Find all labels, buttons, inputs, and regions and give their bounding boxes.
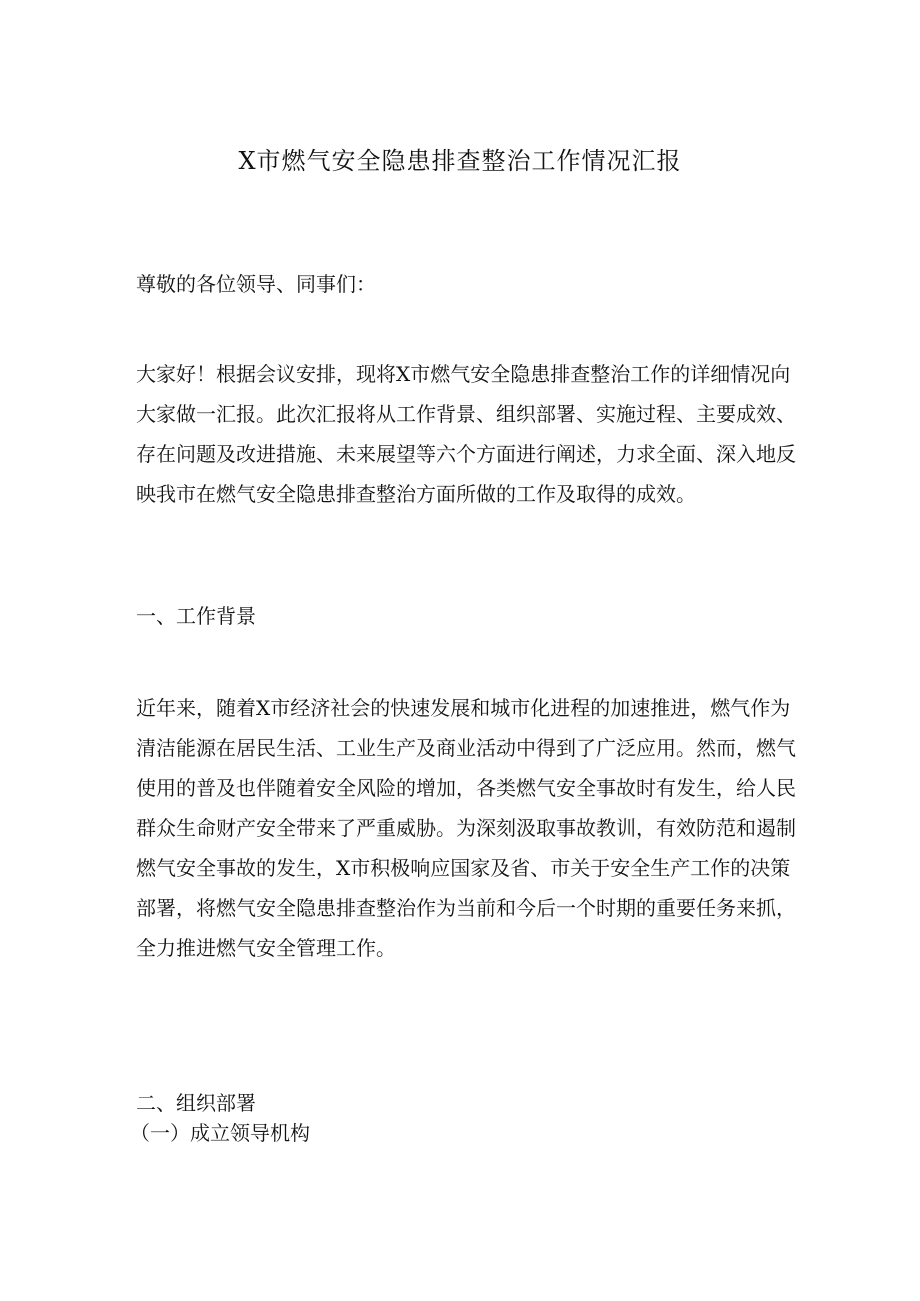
intro-line: 映我市在燃气安全隐患排查整治方面所做的工作及取得的成效。 (136, 482, 696, 506)
background-line: 全力推进燃气安全管理工作。 (136, 936, 396, 960)
subsection-heading-text: （一）成立领导机构 (130, 1121, 310, 1145)
background-line: 使用的普及也伴随着安全风险的增加，各类燃气安全事故时有发生，给人民 (136, 776, 796, 800)
intro-line: 大家做一汇报。此次汇报将从工作背景、组织部署、实施过程、主要成效、 (136, 402, 796, 426)
section-heading-organization (136, 1088, 790, 1118)
background-line: 群众生命财产安全带来了严重威胁。为深刻汲取事故教训，有效防范和遏制 (136, 816, 796, 840)
section-heading-background (136, 596, 790, 636)
background-line: 部署，将燃气安全隐患排查整治作为当前和今后一个时期的重要任务来抓， (136, 896, 796, 920)
background-line: 清洁能源在居民生活、工业生产及商业活动中得到了广泛应用。然而，燃气 (136, 736, 796, 760)
section-heading-text: 一、工作背景 (136, 604, 256, 628)
section-heading-text: 二、组织部署 (136, 1091, 256, 1115)
intro-line: 大家好！根据会议安排，现将X市燃气安全隐患排查整治工作的详细情况向 (136, 362, 791, 386)
intro-paragraph (136, 354, 796, 514)
document-title: X市燃气安全隐患排查整治工作情况汇报 (238, 147, 682, 175)
intro-line: 存在问题及改进措施、未来展望等六个方面进行阐述，力求全面、深入地反 (136, 442, 796, 466)
subsection-heading-leadership (130, 1118, 784, 1148)
salutation-text: 尊敬的各位领导、同事们： (136, 272, 376, 296)
background-line: 近年来，随着X市经济社会的快速发展和城市化进程的加速推进，燃气作为 (136, 696, 791, 720)
background-line: 燃气安全事故的发生，X市积极响应国家及省、市关于安全生产工作的决策 (136, 856, 791, 880)
salutation (136, 264, 790, 304)
background-paragraph (136, 688, 796, 968)
